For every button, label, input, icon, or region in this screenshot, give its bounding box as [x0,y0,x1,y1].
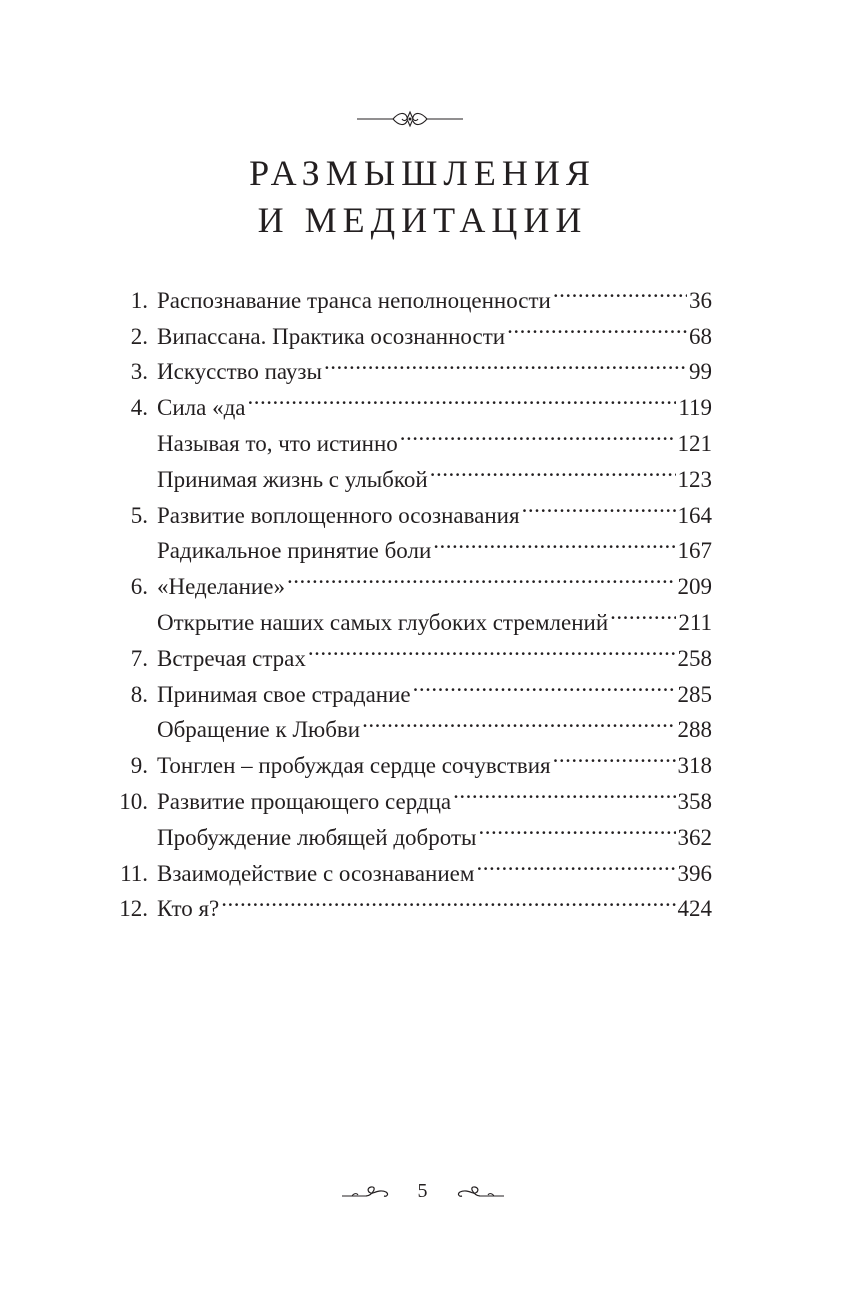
toc-entry-title: «Неделание» [157,574,285,600]
title-line-2: И МЕДИТАЦИИ [257,200,588,240]
toc-entry-number: 6. [130,574,148,600]
toc-page-number: 164 [677,502,712,528]
toc-entry-number: 5. [130,502,148,528]
toc-page-number: 167 [677,538,712,564]
toc-dot-leader [324,344,687,380]
toc-entry-number: 7. [130,645,148,671]
toc-dot-leader [433,523,675,559]
toc-entry-number: 2. [130,323,148,349]
toc-page-number: 68 [689,323,712,349]
toc-entry-title: Называя то, что истинно [157,430,398,456]
toc-page-number: 285 [677,681,712,707]
toc-entry-title: Искусство паузы [157,359,322,385]
toc-entry-title: Принимая жизнь с улыбкой [157,466,428,492]
toc-entry-title: Развитие воплощенного осознавания [157,502,520,528]
toc-entry-title: Развитие прощающего сердца [157,788,452,814]
toc-dot-leader [248,379,677,415]
ornament-left-icon [338,1182,398,1202]
toc-dot-leader [400,415,676,451]
toc-dot-leader [478,809,675,845]
toc-entry-number: 9. [130,753,148,779]
toc-entry-title: Кто я? [157,896,220,922]
toc-dot-leader [308,630,676,666]
toc-entry-title: Тонглен – пробуждая сердце сочувствия [157,753,551,779]
toc-dot-leader [430,451,676,487]
toc-page-number: 396 [677,860,712,886]
toc-entry [112,272,712,313]
toc-entry-number: 10. [119,788,148,814]
page-title [0,150,845,244]
toc-entry-number: 12. [119,896,148,922]
toc-page-number: 99 [689,359,712,385]
toc-page-number: 119 [678,395,712,421]
toc-entry-title: Обращение к Любви [157,717,361,743]
toc-entry-title: Випассана. Практика осознанности [157,323,506,349]
toc-page-number: 424 [677,896,712,922]
toc-page-number: 288 [677,717,712,743]
toc-page-number: 36 [689,287,712,313]
toc-entry-number: 1. [130,287,148,313]
toc-entry-title: Радикальное принятие боли [157,538,432,564]
toc-page-number: 121 [677,430,712,456]
toc-dot-leader [287,558,676,594]
table-of-contents [112,272,712,922]
toc-page-number: 209 [677,574,712,600]
title-line-1: РАЗМЫШЛЕНИЯ [249,153,596,193]
toc-page-number: 258 [677,645,712,671]
toc-entry-number: 3. [130,359,148,385]
toc-dot-leader [453,773,675,809]
toc-dot-leader [610,594,676,630]
page-footer [0,1180,845,1210]
toc-entry-title: Встречая страх [157,645,306,671]
toc-dot-leader [553,737,676,773]
toc-entry-title: Сила «да [157,395,246,421]
toc-entry-title: Распознавание транса неполноценности [157,287,551,313]
toc-dot-leader [476,845,675,881]
toc-dot-leader [507,308,687,344]
toc-page-number: 362 [677,824,712,850]
ornament-divider-icon [355,107,465,131]
toc-entry-title: Открытие наших самых глубоких стремлений [157,609,609,635]
toc-entry-title: Принимая свое страдание [157,681,411,707]
toc-page-number: 211 [678,609,712,635]
toc-entry-number: 11. [120,860,148,886]
toc-dot-leader [553,272,687,308]
toc-dot-leader [362,702,675,738]
toc-dot-leader [522,487,676,523]
toc-dot-leader [221,881,675,917]
toc-dot-leader [413,666,676,702]
toc-entry-number: 4. [130,395,148,421]
toc-page-number: 123 [677,466,712,492]
toc-page-number: 358 [677,788,712,814]
ornament-right-icon [448,1182,508,1202]
toc-entry-title: Пробуждение любящей доброты [157,824,477,850]
toc-page-number: 318 [677,753,712,779]
toc-entry-number: 8. [130,681,148,707]
toc-entry-title: Взаимодействие с осознаванием [157,860,475,886]
page-number: 5 [417,1180,428,1202]
